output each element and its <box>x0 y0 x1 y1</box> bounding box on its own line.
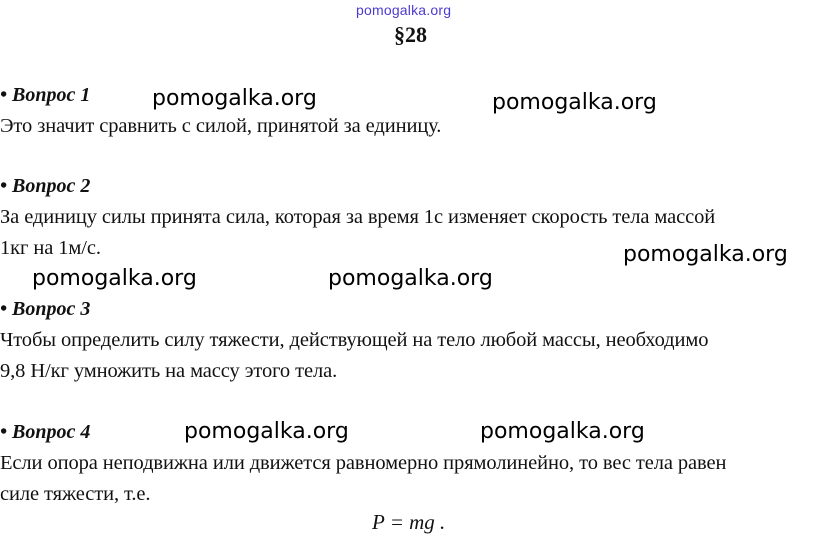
watermark-2: pomogalka.org <box>492 90 657 115</box>
question-4-title: • Вопрос 4 <box>0 421 91 443</box>
watermark-3: pomogalka.org <box>623 242 788 267</box>
top-watermark: pomogalka.org <box>356 2 452 18</box>
question-2-answer-line-2: 1кг на 1м/с. <box>0 237 101 259</box>
question-2-answer-line-1: За единицу силы принята сила, которая за время 1с изменяет скорость тела массой <box>0 206 716 228</box>
question-1-title: • Вопрос 1 <box>0 84 91 106</box>
watermark-5: pomogalka.org <box>328 266 493 291</box>
section-heading: §28 <box>394 22 427 47</box>
watermark-6: pomogalka.org <box>184 419 349 444</box>
watermark-1: pomogalka.org <box>152 86 317 111</box>
question-3-title: • Вопрос 3 <box>0 298 91 320</box>
question-3-answer-line-2: 9,8 Н/кг умножить на массу этого тела. <box>0 360 338 382</box>
formula: P = mg . <box>372 510 446 534</box>
question-1-answer-line-1: Это значит сравнить с силой, принятой за единицу. <box>0 115 442 137</box>
question-2-title: • Вопрос 2 <box>0 175 91 197</box>
watermark-4: pomogalka.org <box>32 266 197 291</box>
question-4-answer-line-1: Если опора неподвижна или движется равномерно прямолинейно, то вес тела равен <box>0 452 727 474</box>
question-3-answer-line-1: Чтобы определить силу тяжести, действующей на тело любой массы, необходимо <box>0 329 709 351</box>
question-4-answer-line-2: силе тяжести, т.е. <box>0 483 151 505</box>
watermark-7: pomogalka.org <box>480 419 645 444</box>
